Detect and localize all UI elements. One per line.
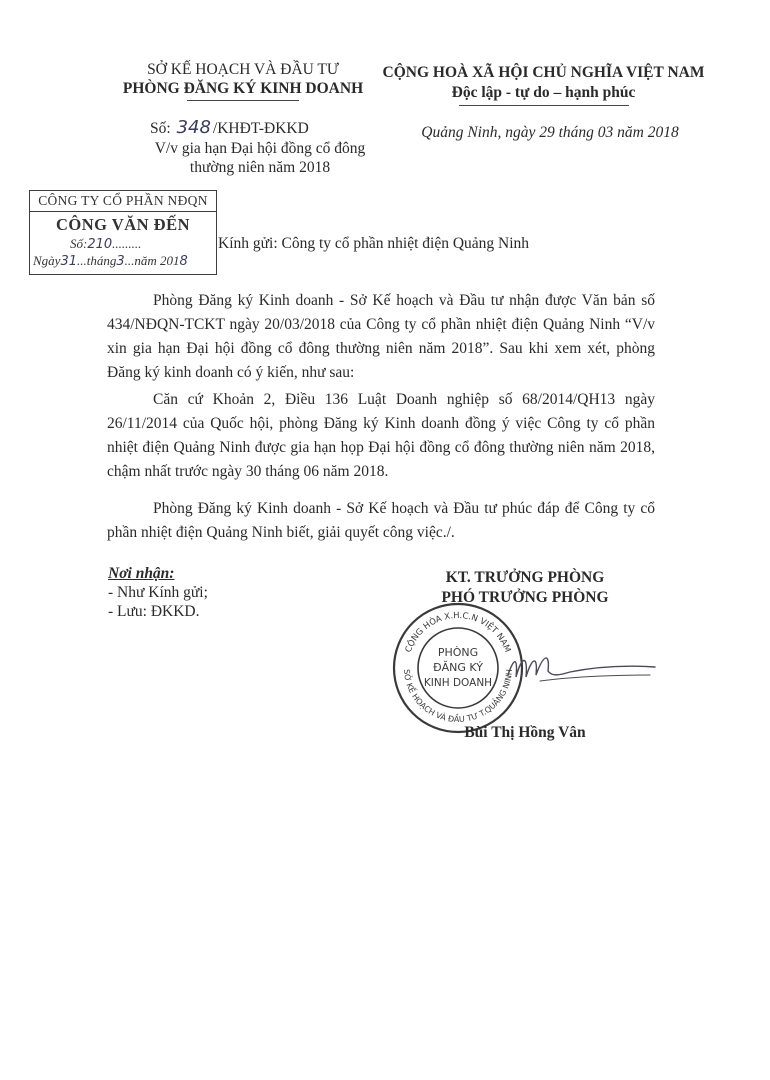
stamp-number-row: [70, 236, 141, 252]
seal-inner-line-2: ĐĂNG KÝ: [433, 661, 483, 674]
doc-number-handwritten: 348: [176, 117, 211, 138]
paragraph-text: Phòng Đăng ký Kinh doanh - Sở Kế hoạch và Đầu tư phúc đáp để Công ty cổ phần nhiệt điện Quảng Ninh biết, giải quyết công việc./.: [107, 500, 655, 541]
stamp-month-value: 3: [116, 254, 125, 269]
date-line: Quảng Ninh, ngày 29 tháng 03 năm 2018: [421, 124, 679, 141]
agency-department: PHÒNG ĐĂNG KÝ KINH DOANH: [122, 80, 364, 97]
stamp-company: CÔNG TY CỔ PHẦN NĐQN: [38, 193, 208, 208]
incoming-document-stamp: [29, 190, 217, 275]
issuing-agency: [108, 60, 378, 101]
document-subject: [135, 139, 385, 177]
national-header: [376, 63, 711, 106]
paragraph-text: Căn cứ Khoản 2, Điều 136 Luật Doanh nghiệp số 68/2014/QH13 ngày 26/11/2014 của Quốc hội, phòng Đăng ký Kinh doanh đồng ý việc Công ty cổ phần nhiệt điện Quảng Ninh được gia hạn họp Đại hội đồng cổ đông thường niên năm 2018, chậm nhất trước ngày 30 tháng 06 năm 2018.: [107, 391, 655, 480]
seal-inner-line-1: PHÒNG: [437, 646, 479, 659]
stamp-day-value: 31: [60, 254, 77, 269]
stamp-number-value: 210: [87, 237, 113, 252]
stamp-month-label: ...tháng: [77, 253, 117, 268]
stamp-year-label: ...năm 201: [124, 253, 180, 268]
handwritten-signature: [500, 645, 660, 695]
seal-inner-line-3: KINH DOANH: [423, 677, 493, 689]
motto-underline: [459, 105, 629, 106]
stamp-number-label: Số:: [70, 236, 88, 251]
seal-ring-top-text: CỘNG HÒA X.H.C.N VIỆT NAM: [403, 610, 513, 654]
distribution-list: [108, 564, 208, 621]
signer-name: Bùi Thị Hồng Vân: [464, 724, 586, 741]
stamp-year-value: 8: [179, 254, 188, 269]
subject-line-2: thường niên năm 2018: [189, 159, 331, 176]
national-title: CỘNG HOÀ XÃ HỘI CHỦ NGHĨA VIỆT NAM: [382, 64, 705, 81]
document-number: [150, 117, 309, 138]
stamp-day-label: Ngày: [33, 253, 61, 268]
recipient-line: Kính gửi: Công ty cổ phần nhiệt điện Quảng Ninh: [218, 235, 530, 252]
doc-number-label: Số:: [150, 120, 171, 137]
stamp-title: CÔNG VĂN ĐẾN: [55, 215, 191, 234]
agency-name: SỞ KẾ HOẠCH VÀ ĐẦU TƯ: [147, 61, 339, 78]
distribution-item: - Như Kính gửi;: [108, 584, 208, 601]
distribution-item: - Lưu: ĐKKD.: [108, 603, 200, 620]
agency-underline: [187, 100, 299, 101]
signature-title-line-1: KT. TRƯỞNG PHÒNG: [445, 569, 605, 586]
seal-ring-bottom-text: SỞ KẾ HOẠCH VÀ ĐẦU TƯ T.QUẢNG NINH: [401, 668, 515, 725]
distribution-heading: Nơi nhận:: [108, 565, 175, 582]
body-paragraph-1: [107, 289, 655, 385]
signature-title-line-2: PHÓ TRƯỞNG PHÒNG: [441, 589, 609, 606]
body-paragraph-2: [107, 388, 655, 484]
stamp-divider: [30, 211, 216, 212]
stamp-date-row: [33, 253, 188, 269]
subject-line-1: V/v gia hạn Đại hội đồng cổ đông: [154, 140, 366, 157]
body-paragraph-3: [107, 497, 655, 545]
national-motto: Độc lập - tự do – hạnh phúc: [451, 84, 636, 101]
doc-number-suffix: /KHĐT-ĐKKD: [212, 120, 309, 137]
paragraph-text: Phòng Đăng ký Kinh doanh - Sở Kế hoạch và Đầu tư nhận được Văn bản số 434/NĐQN-TCKT ngày 20/03/2018 của Công ty cổ phần nhiệt điện Quảng Ninh “V/v xin gia hạn Đại hội đồng cổ đông thường niên năm 2018”. Sau khi xem xét, phòng Đăng ký kinh doanh có ý kiến, như sau:: [107, 292, 655, 381]
stamp-number-dots: .........: [112, 236, 142, 251]
